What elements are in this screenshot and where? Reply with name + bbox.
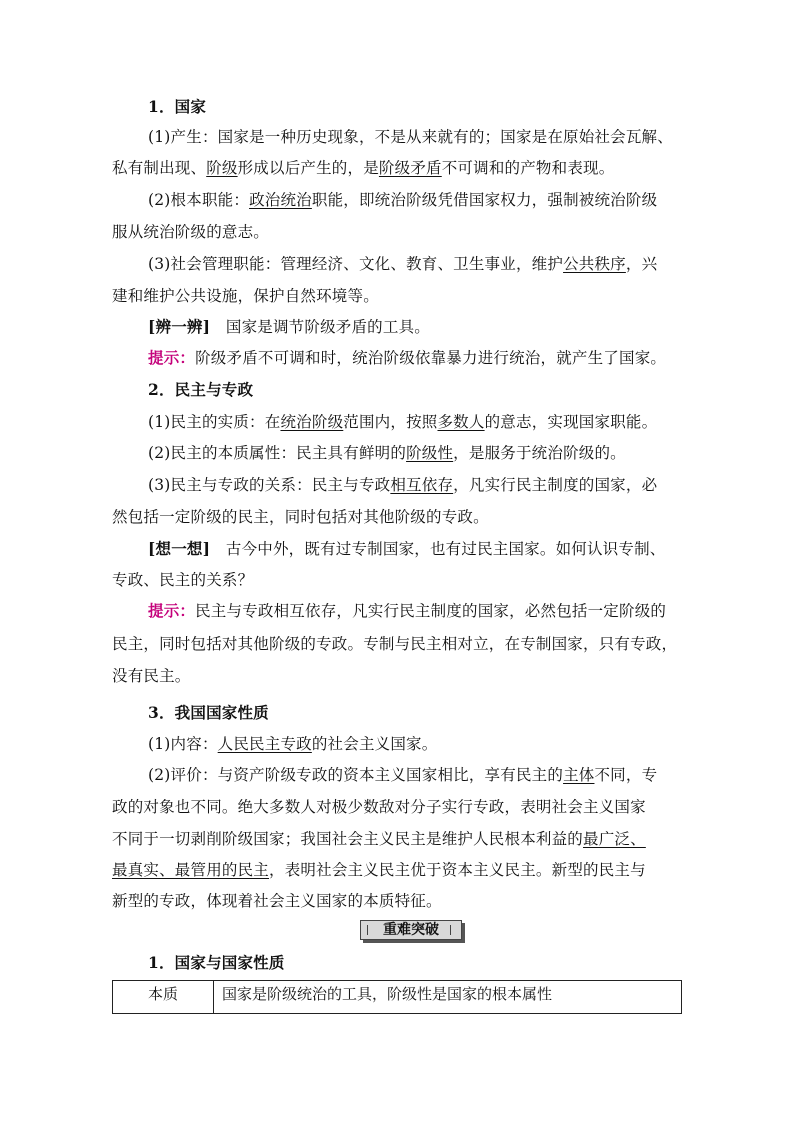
- heading-state: 1．国家: [148, 97, 207, 116]
- evaluation-line5: 新型的专政，体现着社会主义国家的本质特征。: [112, 892, 442, 910]
- social-management-line2: 建和维护公共设施，保护自然环境等。: [112, 287, 379, 305]
- table-value-cell: 国家是阶级统治的工具，阶级性是国家的根本属性: [214, 981, 682, 1014]
- banner-tick-left: [367, 925, 372, 935]
- banner-text: 重难突破: [383, 922, 439, 938]
- hint-answer-2-line2: 民主，同时包括对其他阶级的专政。专制与民主相对立，在专制国家，只有专政，: [112, 635, 678, 653]
- evaluation-line4: 最真实、最管用的民主，表明社会主义民主优于资本主义民主。新型的民主与: [112, 861, 646, 879]
- evaluation-line3: 不同于一切剥削阶级国家；我国社会主义民主是维护人民根本利益的最广泛、: [112, 830, 646, 848]
- democracy-essence: (1)民主的实质：在统治阶级范围内，按照多数人的意志，实现国家职能。: [148, 413, 658, 431]
- state-origin-line1: (1)产生：国家是一种历史现象，不是从来就有的；国家是在原始社会瓦解、: [148, 128, 673, 146]
- democracy-attribute: (2)民主的本质属性：民主具有鲜明的阶级性，是服务于统治阶级的。: [148, 444, 626, 462]
- table-row: [113, 981, 682, 1014]
- relation-line2: 然包括一定阶级的民主，同时包括对其他阶级的专政。: [112, 508, 489, 526]
- nature-content: (1)内容：人民民主专政的社会主义国家。: [148, 735, 438, 753]
- evaluation-line1: (2)评价：与资产阶级专政的资本主义国家相比，享有民主的主体不同，专: [148, 766, 658, 784]
- social-management-line1: (3)社会管理职能：管理经济、文化、教育、卫生事业，维护公共秩序，兴: [148, 255, 658, 273]
- banner-tick-right: [450, 925, 455, 935]
- heading-state-nature: 3．我国国家性质: [148, 703, 269, 722]
- summary-table: [112, 980, 682, 1014]
- evaluation-line2: 政的对象也不同。绝大多数人对极少数敌对分子实行专政，表明社会主义国家: [112, 798, 646, 816]
- table-key-cell: 本质: [113, 981, 214, 1014]
- heading-state-and-nature: 1．国家与国家性质: [148, 953, 285, 972]
- fundamental-function-line2: 服从统治阶级的意志。: [112, 223, 270, 241]
- relation-line1: (3)民主与专政的关系：民主与专政相互依存，凡实行民主制度的国家，必: [148, 476, 658, 494]
- state-origin-line2: 私有制出现、阶级形成以后产生的，是阶级矛盾不可调和的产物和表现。: [112, 159, 615, 177]
- hint-answer-2-line1: 提示：民主与专政相互依存，凡实行民主制度的国家，必然包括一定阶级的: [148, 601, 667, 620]
- heading-democracy-dictatorship: 2．民主与专政: [148, 380, 254, 399]
- hint-answer-2-line3: 没有民主。: [112, 667, 191, 685]
- banner-label: [360, 920, 462, 940]
- discern-question: [辨一辨] 国家是调节阶级矛盾的工具。: [148, 317, 430, 336]
- think-question-line2: 专政、民主的关系？: [112, 571, 254, 589]
- fundamental-function-line1: (2)根本职能：政治统治职能，即统治阶级凭借国家权力，强制被统治阶级: [148, 191, 658, 209]
- hint-answer-1: 提示：阶级矛盾不可调和时，统治阶级依靠暴力进行统治，就产生了国家。: [148, 348, 667, 367]
- think-question-line1: [想一想] 古今中外，既有过专制国家，也有过民主国家。如何认识专制、: [148, 539, 666, 558]
- key-difficulty-banner: [360, 920, 466, 942]
